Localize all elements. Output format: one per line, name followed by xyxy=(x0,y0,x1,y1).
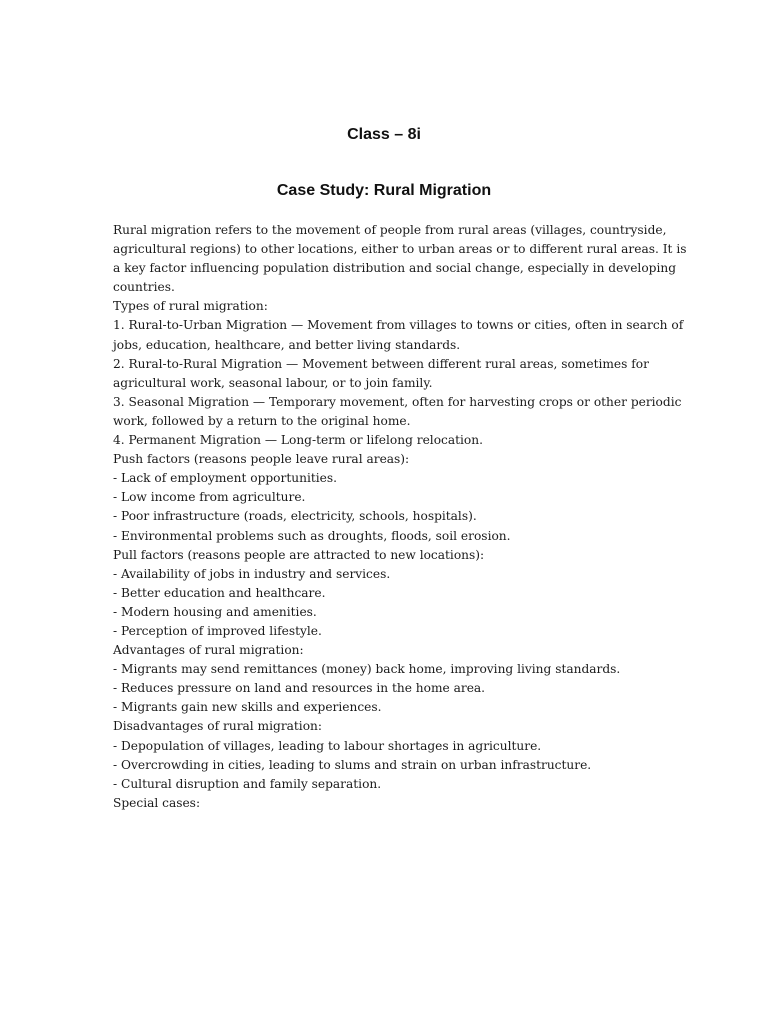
disadvantages-section xyxy=(113,717,658,793)
intro-line: agricultural regions) to other locations, either to urban areas or to different rural areas. It is xyxy=(113,242,687,257)
class-title: Class – 8i xyxy=(347,126,421,143)
pull-factor-item: - Modern housing and amenities. xyxy=(113,604,317,619)
intro-line: countries. xyxy=(113,280,175,295)
types-line: 4. Permanent Migration — Long-term or lifelong relocation. xyxy=(113,433,483,448)
push-factor-item: - Lack of employment opportunities. xyxy=(113,471,337,486)
intro-line: Rural migration refers to the movement of people from rural areas (villages, countryside, xyxy=(113,223,667,237)
types-line: 2. Rural-to-Rural Migration — Movement between different rural areas, sometimes for xyxy=(113,356,649,371)
types-line: 1. Rural-to-Urban Migration — Movement from villages to towns or cities, often in search of xyxy=(113,318,684,333)
disadvantage-item: - Overcrowding in cities, leading to slums and strain on urban infrastructure. xyxy=(113,757,592,772)
disadvantage-item: - Cultural disruption and family separation. xyxy=(113,776,382,791)
special-cases-heading: Special cases: xyxy=(113,795,201,810)
disadvantage-item: - Depopulation of villages, leading to labour shortages in agriculture. xyxy=(113,738,542,753)
intro-line: a key factor influencing population distribution and social change, especially in developing xyxy=(113,261,677,276)
pull-factors-heading: Pull factors (reasons people are attracted to new locations): xyxy=(113,547,485,562)
special-cases-section xyxy=(113,794,658,813)
types-section xyxy=(113,297,684,450)
types-line: jobs, education, healthcare, and better living standards. xyxy=(113,337,461,352)
types-line: work, followed by a return to the original home. xyxy=(113,413,411,428)
pull-factor-item: - Perception of improved lifestyle. xyxy=(113,623,322,638)
push-factors-heading: Push factors (reasons people leave rural areas): xyxy=(113,452,410,467)
advantages-heading: Advantages of rural migration: xyxy=(113,643,304,658)
push-factor-item: - Environmental problems such as droughts, floods, soil erosion. xyxy=(113,528,511,543)
push-factors-section xyxy=(113,450,658,545)
pull-factors-section xyxy=(113,546,658,641)
push-factor-item: - Poor infrastructure (roads, electricity, schools, hospitals). xyxy=(113,509,477,524)
types-line: 3. Seasonal Migration — Temporary movement, often for harvesting crops or other periodic xyxy=(113,394,682,409)
advantage-item: - Migrants gain new skills and experiences. xyxy=(113,700,382,715)
advantages-section xyxy=(113,641,658,717)
types-heading: Types of rural migration: xyxy=(113,299,268,314)
types-line: agricultural work, seasonal labour, or to join family. xyxy=(113,375,433,390)
advantage-item: - Reduces pressure on land and resources in the home area. xyxy=(113,681,486,696)
document-body xyxy=(113,221,687,813)
disadvantages-heading: Disadvantages of rural migration: xyxy=(113,719,322,734)
case-study-title: Case Study: Rural Migration xyxy=(276,182,492,199)
advantage-item: - Migrants may send remittances (money) back home, improving living standards. xyxy=(113,662,621,677)
pull-factor-item: - Better education and healthcare. xyxy=(113,585,326,600)
push-factor-item: - Low income from agriculture. xyxy=(113,490,306,505)
intro-paragraph xyxy=(113,221,687,297)
pull-factor-item: - Availability of jobs in industry and services. xyxy=(113,566,391,581)
